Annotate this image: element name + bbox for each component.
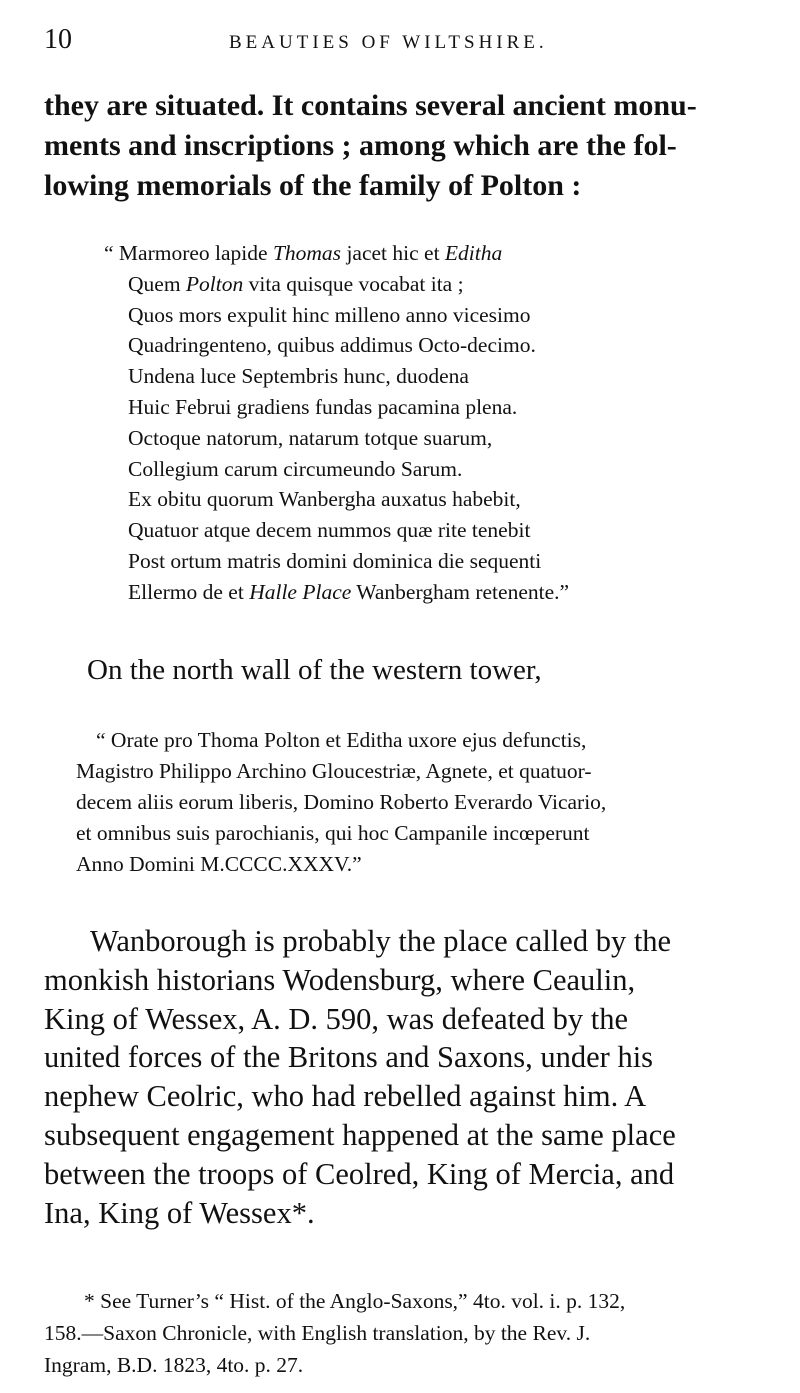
inscription-line: “ Orate pro Thoma Polton et Editha uxore ejus defunctis, [96, 728, 587, 752]
verse-line: Quos mors expulit hinc milleno anno vicesimo [128, 302, 531, 327]
latin-epitaph-verse [104, 238, 704, 608]
paragraph-line: Ina, King of Wessex*. [44, 1195, 315, 1230]
verse-text: Quem [128, 271, 186, 296]
verse-name-italic: Halle Place [249, 579, 352, 604]
verse-line: Post ortum matris domini dominica die sequenti [128, 548, 542, 573]
paragraph-line: monkish historians Wodensburg, where Ceaulin, [44, 962, 636, 997]
paragraph-line: King of Wessex, A. D. 590, was defeated by the [44, 1001, 628, 1036]
tower-inscription [76, 725, 766, 880]
verse-text: “ Marmoreo lapide [104, 241, 273, 265]
intro-line: they are situated. It contains several ancient monu- [44, 89, 697, 122]
inscription-line: et omnibus suis parochianis, qui hoc Campanile incœperunt [76, 821, 590, 845]
paragraph-line: united forces of the Britons and Saxons, under his [44, 1040, 654, 1075]
verse-line [104, 577, 704, 608]
verse-line: Quatuor atque decem nummos quæ rite tenebit [128, 518, 531, 543]
inscription-line: decem aliis eorum liberis, Domino Roberto Everardo Vicario, [76, 790, 607, 814]
verse-text: Wanbergham retenente.” [351, 579, 570, 604]
verse-line [104, 269, 704, 300]
intro-line: lowing memorials of the family of Polton : [44, 169, 582, 202]
running-title: BEAUTIES OF WILTSHIRE. [229, 32, 548, 53]
verse-line: Huic Februi gradiens fundas pacamina plena. [128, 394, 518, 419]
paragraph-line: nephew Ceolric, who had rebelled against him. A [44, 1079, 647, 1114]
paragraph-line: subsequent engagement happened at the same place [44, 1117, 676, 1152]
verse-line: Octoque natorum, natarum totque suarum, [128, 425, 493, 450]
verse-text: Ellermo de et [128, 579, 250, 604]
verse-line [104, 238, 704, 269]
page-number: 10 [44, 24, 72, 55]
paragraph-line: between the troops of Ceolred, King of Mercia, and [44, 1156, 675, 1191]
inscription-line: Magistro Philippo Archino Gloucestriæ, Agnete, et quatuor- [76, 759, 592, 783]
intro-paragraph [44, 86, 766, 206]
intro-line: ments and inscriptions ; among which are the fol- [44, 129, 677, 162]
page-header [44, 22, 760, 62]
paragraph-line: Wanborough is probably the place called by the [90, 924, 672, 958]
inscription-line: Anno Domini M.CCCC.XXXV.” [76, 852, 362, 876]
verse-name-italic: Thomas [272, 241, 342, 265]
inscription-caption: On the north wall of the western tower, [87, 654, 542, 686]
footnote-line: * See Turner’s “ Hist. of the Anglo-Saxons,” 4to. vol. i. p. 132, [84, 1289, 626, 1313]
verse-line: Quadringenteno, quibus addimus Octo-decimo. [128, 333, 536, 358]
verse-line: Undena luce Septembris hunc, duodena [128, 364, 469, 389]
verse-line: Collegium carum circumeundo Sarum. [128, 456, 463, 481]
verse-text: jacet hic et [341, 241, 445, 265]
verse-name-italic: Editha [444, 241, 503, 265]
verse-text: vita quisque vocabat ita ; [243, 271, 464, 296]
footnote-line: Ingram, B.D. 1823, 4to. p. 27. [44, 1353, 304, 1377]
verse-line: Ex obitu quorum Wanbergha auxatus habebit, [128, 487, 521, 512]
verse-name-italic: Polton [185, 271, 244, 296]
footnote [44, 1285, 762, 1381]
wanborough-paragraph [44, 922, 762, 1232]
footnote-line: 158.—Saxon Chronicle, with English translation, by the Rev. J. [44, 1321, 591, 1345]
